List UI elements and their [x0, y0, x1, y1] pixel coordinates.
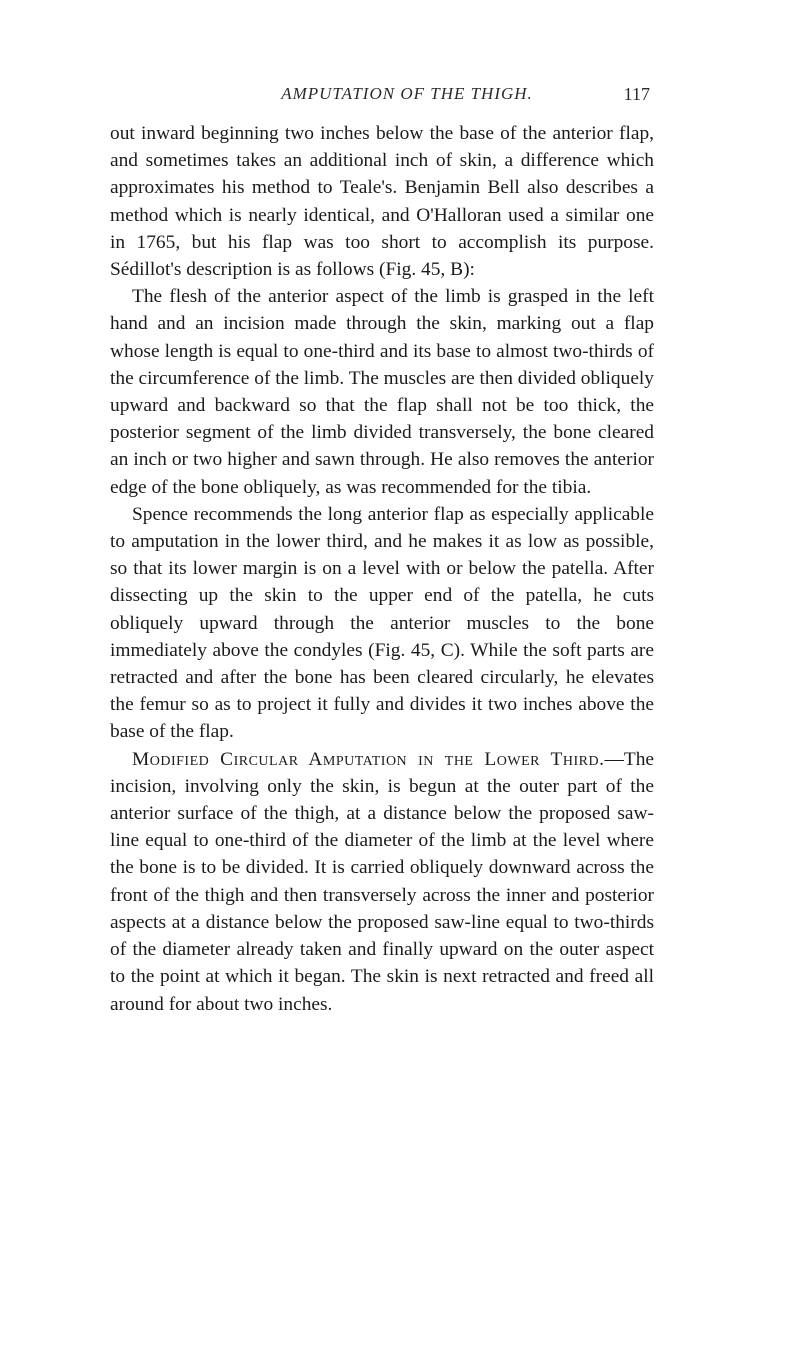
section-heading: Modified Circular Amputation in the Lower Third.: [132, 748, 605, 770]
paragraph-3: Spence recommends the long anterior flap as especially applicable to amputation in the lower third, and he makes it as low as possible, so that its lower margin is on a level with or below the patella. After dissecting up the skin to the upper end of the patella, he cuts obliquely upward through the anterior muscles to the bone immediately above the condyles (Fig. 45, C). While the soft parts are retracted and after the bone has been cleared circularly, he elevates the femur so as to project it fully and divides it two inches above the base of the flap.: [110, 503, 654, 743]
page-number: 117: [623, 84, 650, 104]
paragraph-2: The flesh of the anterior aspect of the limb is grasped in the left hand and an incision made through the skin, marking out a flap whose length is equal to one-third and its base to almost two-thirds of the circumference of the limb. The muscles are then divided obliquely upward and backward so that the flap shall not be too thick, the posterior segment of the limb divided transversely, the bone cleared an inch or two higher and sawn through. He also removes the anterior edge of the bone obliquely, as was recommended for the tibia.: [110, 286, 655, 498]
paragraph-4-body: —The incision, involving only the skin, is begun at the outer part of the anterior surface of the thigh, at a distance below the proposed saw-line equal to one-third of the diameter of the limb at the level where the bone is to be divided. It is carried obliquely downward across the front of the thigh and then transversely across the inner and posterior aspects at a distance below the proposed saw-line equal to two-thirds of the diameter already taken and finally upward on the outer aspect to the point at which it began. The skin is next retracted and freed all around for about two inches.: [110, 748, 654, 1015]
running-head: AMPUTATION OF THE THIGH.: [281, 84, 533, 103]
paragraph-4: [110, 746, 654, 1018]
body-text: [110, 120, 654, 1018]
paragraph-1: out inward beginning two inches below the base of the anterior flap, and sometimes takes an additional inch of skin, a difference which approximates his method to Teale's. Benjamin Bell also describes a method which is nearly identical, and O'Halloran used a similar one in 1765, but his flap was too short to accomplish its purpose. Sédillot's description is as follows (Fig. 45, B):: [110, 123, 654, 281]
